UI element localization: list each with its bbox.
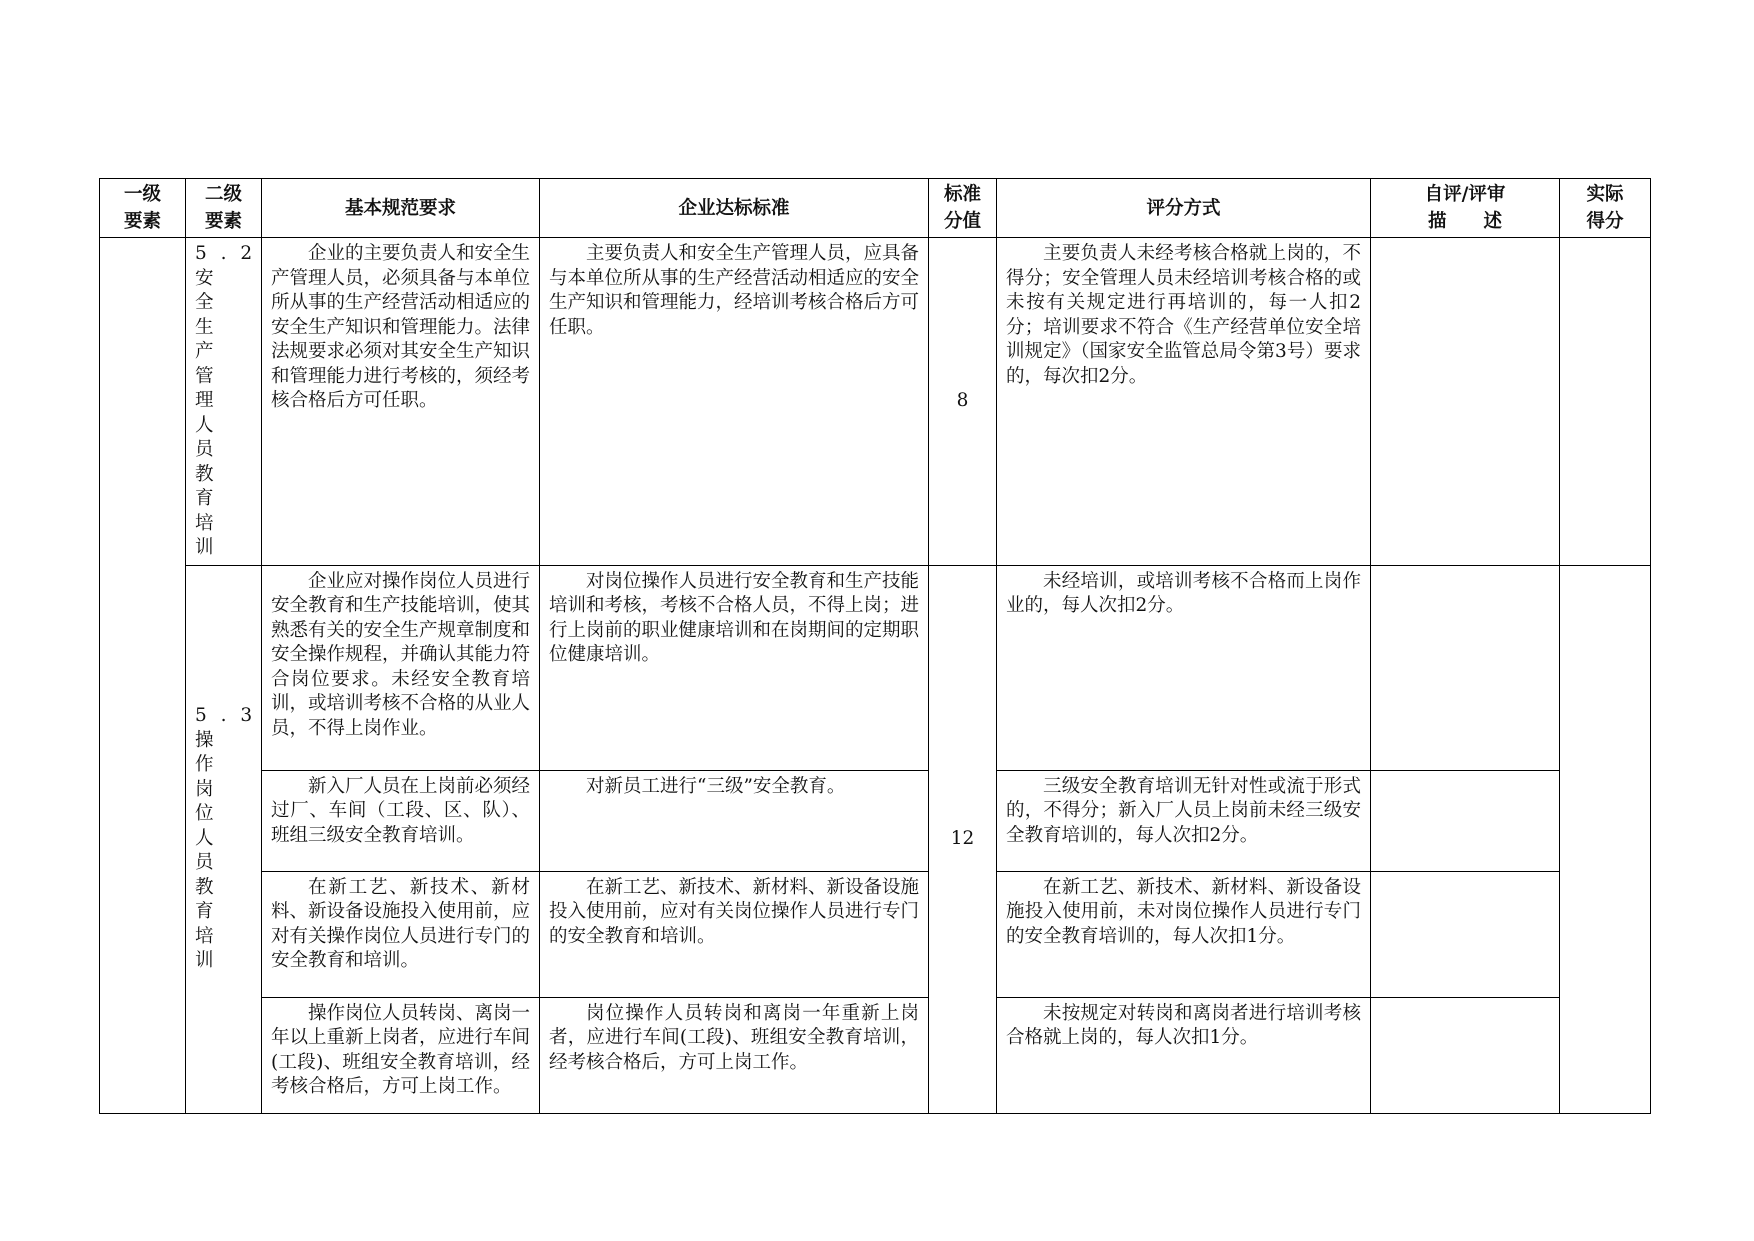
element2-cell: 5.2 安全生产管理人员教育培训 — [186, 238, 262, 566]
actual-score-cell — [1560, 238, 1651, 566]
standards-table — [99, 178, 1651, 1114]
basic-requirement-cell: 企业的主要负责人和安全生产管理人员，必须具备与本单位所从事的生产经营活动相适应的安全生产知识和管理能力。法律法规要求必须对其安全生产知识和管理能力进行考核的，须经考核合格后方可任职。 — [262, 238, 540, 566]
table-row — [100, 565, 1651, 770]
header-score: 标准 分值 — [929, 179, 997, 238]
basic-requirement-cell: 操作岗位人员转岗、离岗一年以上重新上岗者，应进行车间(工段)、班组安全教育培训，经考核合格后，方可上岗工作。 — [262, 997, 540, 1113]
header-level1: 一级 要素 — [100, 179, 186, 238]
standard-cell: 岗位操作人员转岗和离岗一年重新上岗者，应进行车间(工段)、班组安全教育培训，经考核合格后，方可上岗工作。 — [540, 997, 929, 1113]
scoring-method-cell: 在新工艺、新技术、新材料、新设备设施投入使用前，未对岗位操作人员进行专门的安全教育培训的，每人次扣1分。 — [997, 871, 1371, 997]
self-eval-cell — [1371, 997, 1560, 1113]
standard-cell: 在新工艺、新技术、新材料、新设备设施投入使用前，应对有关岗位操作人员进行专门的安全教育和培训。 — [540, 871, 929, 997]
standard-cell: 对岗位操作人员进行安全教育和生产技能培训和考核，考核不合格人员，不得上岗；进行上岗前的职业健康培训和在岗期间的定期职位健康培训。 — [540, 565, 929, 770]
table-row — [100, 871, 1651, 997]
score-cell: 12 — [929, 565, 997, 1113]
element1-cell — [100, 238, 186, 1114]
self-eval-cell — [1371, 238, 1560, 566]
self-eval-cell — [1371, 565, 1560, 770]
self-eval-cell — [1371, 770, 1560, 871]
basic-requirement-cell: 新入厂人员在上岗前必须经过厂、车间（工段、区、队）、班组三级安全教育培训。 — [262, 770, 540, 871]
header-actual-score: 实际 得分 — [1560, 179, 1651, 238]
standard-cell: 主要负责人和安全生产管理人员，应具备与本单位所从事的生产经营活动相适应的安全生产知识和管理能力，经培训考核合格后方可任职。 — [540, 238, 929, 566]
basic-requirement-cell: 在新工艺、新技术、新材料、新设备设施投入使用前，应对有关操作岗位人员进行专门的安全教育和培训。 — [262, 871, 540, 997]
scoring-method-cell: 未经培训，或培训考核不合格而上岗作业的，每人次扣2分。 — [997, 565, 1371, 770]
header-basic-requirements: 基本规范要求 — [262, 179, 540, 238]
self-eval-cell — [1371, 871, 1560, 997]
actual-score-cell — [1560, 565, 1651, 1113]
table-row — [100, 997, 1651, 1113]
scoring-method-cell: 未按规定对转岗和离岗者进行培训考核合格就上岗的，每人次扣1分。 — [997, 997, 1371, 1113]
element2-cell: 5.3 操作岗位人员教育培训 — [186, 565, 262, 1113]
scoring-method-cell: 主要负责人未经考核合格就上岗的，不得分；安全管理人员未经培训考核合格的或未按有关规定进行再培训的，每一人扣2分；培训要求不符合《生产经营单位安全培训规定》（国家安全监管总局令第3号）要求的，每次扣2分。 — [997, 238, 1371, 566]
scoring-method-cell: 三级安全教育培训无针对性或流于形式的，不得分；新入厂人员上岗前未经三级安全教育培训的，每人次扣2分。 — [997, 770, 1371, 871]
header-level2: 二级 要素 — [186, 179, 262, 238]
basic-requirement-cell: 企业应对操作岗位人员进行安全教育和生产技能培训，使其熟悉有关的安全生产规章制度和安全操作规程，并确认其能力符合岗位要求。未经安全教育培训，或培训考核不合格的从业人员，不得上岗作业。 — [262, 565, 540, 770]
header-scoring-method: 评分方式 — [997, 179, 1371, 238]
standard-cell: 对新员工进行“三级”安全教育。 — [540, 770, 929, 871]
table-row — [100, 770, 1651, 871]
header-row — [100, 179, 1651, 238]
table-row — [100, 238, 1651, 566]
header-standard: 企业达标标准 — [540, 179, 929, 238]
header-self-eval: 自评/评审 描 述 — [1371, 179, 1560, 238]
score-cell: 8 — [929, 238, 997, 566]
